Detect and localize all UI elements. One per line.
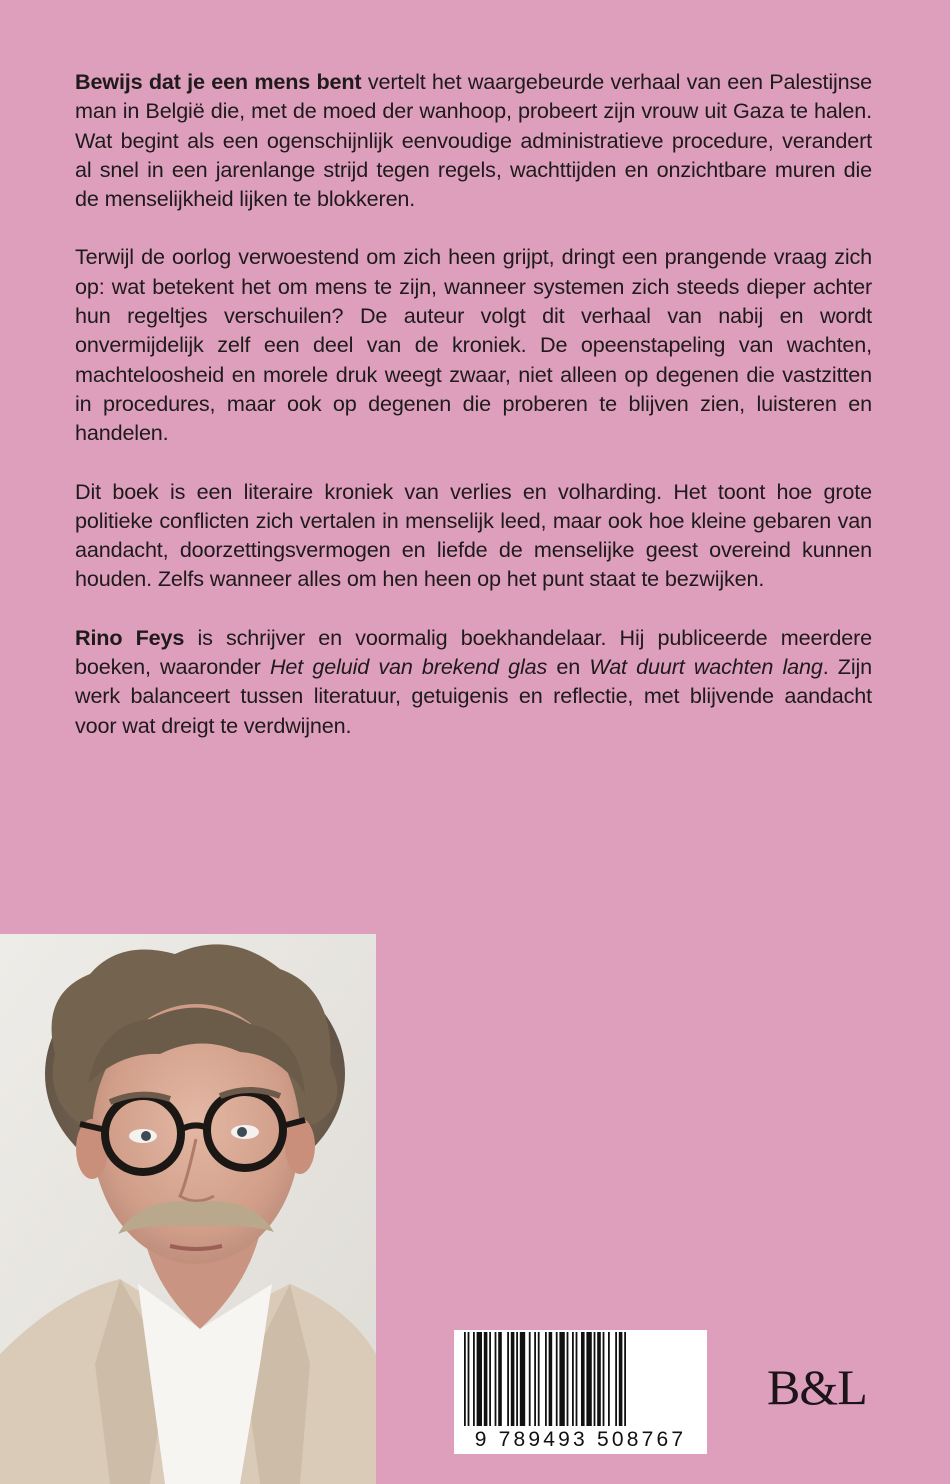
author-bio: Rino Feys is schrijver en voormalig boekhandelaar. Hij publiceerde meerdere boeken, waaronder Het geluid van brekend glas en Wat duurt wachten lang. Zijn werk balanceert tussen literatuur, getuigenis en reflectie, met blijvende aandacht voor wat dreigt te verdwijnen. <box>75 624 872 738</box>
author-portrait <box>0 934 376 1484</box>
barcode-bars <box>454 1330 707 1428</box>
isbn-barcode <box>454 1330 707 1454</box>
blurb-paragraph-1: Bewijs dat je een mens bent vertelt het waargebeurde verhaal van een Palestijnse man in België die, met de moed der wanhoop, probeert zijn vrouw uit Gaza te halen. Wat begint als een ogenschijnlijk eenvoudige administratieve procedure, verandert al snel in een jarenlange strijd tegen regels, wachttijden en onzichtbare muren die de menselijkheid lijken te blokkeren. <box>75 69 872 212</box>
blurb-paragraph-3: Dit boek is een literaire kroniek van verlies en volharding. Het toont hoe grote politieke conflicten zich vertalen in menselijk leed, maar ook hoe kleine gebaren van aandacht, doorzettingsvermogen en liefde de menselijke geest overeind kunnen houden. Zelfs wanneer alles om hen heen op het punt staat te bezwijken. <box>75 478 872 592</box>
author-name: Rino Feys <box>75 624 185 650</box>
publisher-logo: B&L <box>767 1359 867 1415</box>
isbn-digits: 9 789493 508767 <box>474 1428 687 1451</box>
blurb-paragraph-2: Terwijl de oorlog verwoestend om zich heen grijpt, dringt een prangende vraag zich op: wat betekent het om mens te zijn, wanneer systemen zich steeds dieper achter hun regeltjes verschuilen? De auteur volgt dit verhaal van nabij en wordt onvermijdelijk zelf een deel van de kroniek. De opeenstapeling van wachten, machteloosheid en morele druk weegt zwaar, niet alleen op degenen die vastzitten in procedures, maar ook op degenen die proberen te blijven zien, luisteren en handelen. <box>75 244 872 446</box>
back-cover-blurb <box>75 67 872 769</box>
book-title: Bewijs dat je een mens bent <box>75 69 362 94</box>
book-title-2: Wat duurt wachten lang <box>589 654 823 680</box>
book-title-1: Het geluid van brekend glas <box>269 654 548 680</box>
